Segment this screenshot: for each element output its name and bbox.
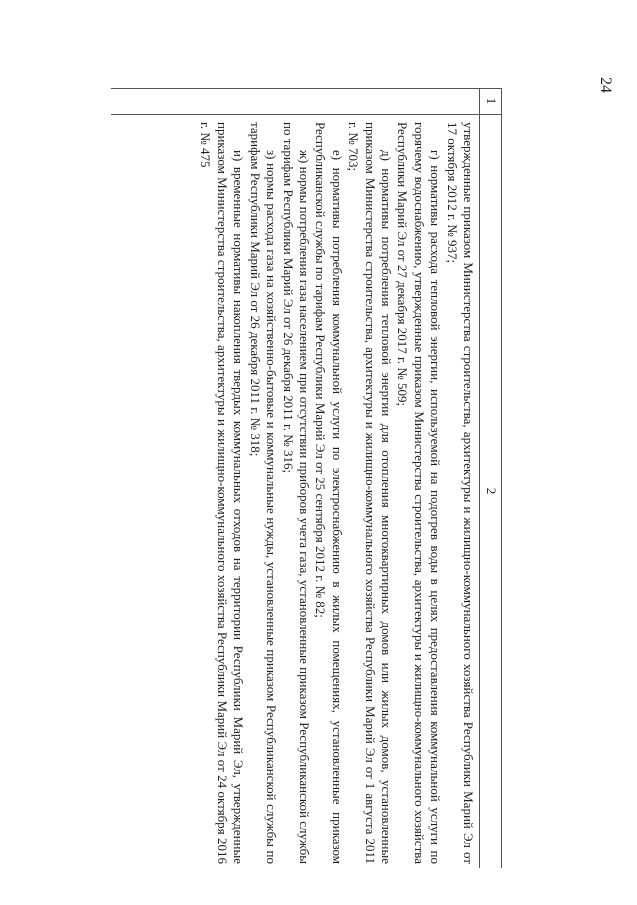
paragraph-continuation: утвержденные приказом Министерства строительства, архитектуры и жилищно-коммунального хозяйства Республики Марий Эл от 17 октября 2012 г. № 937; [444, 122, 476, 864]
paragraph-item-z: з) нормы расхода газа на хозяйственно-бытовые и коммунальные нужды, установленные приказом Республиканской службы по тарифам Республики Марий Эл от 26 декабря 2011 г. № 318; [247, 122, 280, 864]
rotated-table-frame [111, 88, 502, 868]
table-column-divider [111, 114, 502, 115]
paragraph-item-d: д) нормативы потребления тепловой энергии для отопления многоквартирных домов или жилых домов, установленные приказом Министерства строительства, архитектуры и жилищно-коммунального хозяйства Республики Марий Эл от 1 августа 2011 г. № 703; [346, 122, 394, 864]
page-number: 24 [597, 77, 614, 93]
paragraph-item-g: г) нормативы расхода тепловой энергии, используемой на подогрев воды в целях предоставления коммунальной услуги по горячему водоснабжению, утвержденные приказом Министерства строительства, архитектуры и жилищно-коммунального хозяйства Республики Марий Эл от 27 декабря 2017 г. № 509; [395, 122, 444, 864]
column-1-header: 1 [484, 97, 499, 105]
table-left-border [111, 88, 502, 89]
paragraph-item-i: и) временные нормативы накопления твердых коммунальных отходов на территории Республики Марий Эл, утвержденные приказом Министерства строительства, архитектуры и жилищно-коммунального хозяйства Республики Марий Эл от 24 октября 2016 г. № 475 [198, 122, 247, 864]
column-2-header: 2 [484, 487, 499, 495]
paragraph-item-e: е) нормативы потребления коммунальной услуги по электроснабжению в жилых помещениях, установленные приказом Республиканской службы по тарифам Республики Марий Эл от 25 сентября 2012 г. № 82; [313, 122, 345, 864]
paragraph-item-zh: ж) нормы потребления газа населением при отсутствии приборов учета газа, установленные приказом Республиканской службы по тарифам Республики Марий Эл от 26 декабря 2011 г. № 316; [280, 122, 312, 864]
norms-table [111, 88, 502, 868]
rotated-table-content [111, 88, 502, 868]
column-2-content [197, 122, 476, 864]
table-top-border [501, 88, 502, 868]
table-header-border [479, 88, 480, 868]
